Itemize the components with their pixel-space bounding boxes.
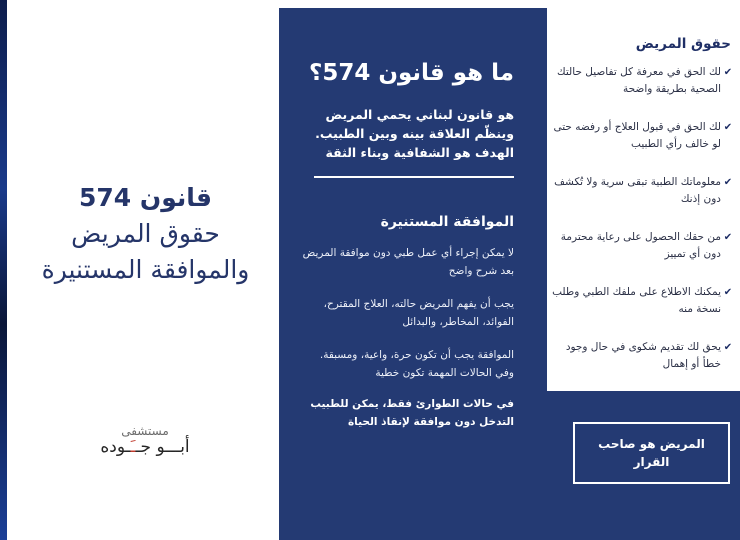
decorative-edge	[0, 0, 7, 540]
cta-section	[547, 391, 740, 540]
cover-title-line-2: حقوق المريض	[71, 219, 220, 248]
cover-title-line-3: والموافقة المستنيرة	[41, 255, 250, 284]
cover-panel	[0, 0, 279, 540]
rights-item-text: لك الحق في قبول العلاج أو رفضه حتى لو خالف رأي الطبيب	[553, 121, 721, 150]
rights-list-item	[549, 119, 735, 153]
logo-bottom-text	[90, 437, 200, 457]
rights-item-text: معلوماتك الطبية تبقى سرية ولا تُكشف دون إذنك	[554, 176, 721, 205]
check-icon: ✔	[723, 122, 733, 133]
cover-title-line-1: قانون 574	[78, 183, 213, 212]
rights-panel	[547, 0, 740, 540]
decision-callout: المريض هو صاحب القرار	[573, 422, 730, 484]
divider	[314, 176, 514, 178]
consent-paragraph: الموافقة يجب أن تكون حرة، واعية، ومسبقة. وفي الحالات المهمة تكون خطية	[319, 349, 514, 379]
rights-item-text: يحق لك تقديم شكوى في حال وجود خطأ أو إهمال	[565, 341, 721, 370]
rights-list-item	[549, 229, 735, 263]
cover-title	[18, 180, 273, 288]
law-panel	[279, 0, 547, 540]
rights-list	[549, 64, 735, 394]
law-title: ما هو قانون 574؟	[308, 60, 514, 86]
hospital-logo	[90, 424, 200, 457]
consent-paragraph: لا يمكن إجراء أي عمل طبي دون موافقة المريض بعد شرح واضح	[302, 247, 514, 277]
rights-item-text: يمكنك الاطلاع على ملفك الطبي وطلب نسخة منه	[552, 286, 721, 315]
logo-part-2: ـوده	[100, 437, 131, 457]
rights-list-item	[549, 174, 735, 208]
check-icon: ✔	[723, 342, 733, 353]
check-icon: ✔	[723, 177, 733, 188]
logo-part-1: أبـــو جـ	[135, 437, 190, 457]
emergency-note: في حالات الطوارئ فقط، يمكن للطبيب التدخل دون موافقة لإنقاذ الحياة	[310, 398, 514, 428]
check-icon: ✔	[723, 67, 733, 78]
rights-list-item	[549, 284, 735, 318]
rights-list-item	[549, 339, 735, 373]
rights-item-text: لك الحق في معرفة كل تفاصيل حالتك الصحية بطريقة واضحة	[557, 66, 721, 95]
logo-accent: ـَ	[130, 437, 136, 457]
law-intro: هو قانون لبناني يحمي المريض وينظّم العلاقة بينه وبين الطبيب. الهدف هو الشفافية وبناء الثقة	[315, 107, 514, 160]
logo-top-text: مستشفى	[121, 424, 169, 438]
rights-item-text: من حقك الحصول على رعاية محترمة دون أي تمييز	[560, 231, 721, 260]
rights-list-item	[549, 64, 735, 98]
check-icon: ✔	[723, 287, 733, 298]
consent-heading: الموافقة المستنيرة	[380, 214, 514, 230]
check-icon: ✔	[723, 232, 733, 243]
consent-paragraph: يجب أن يفهم المريض حالته، العلاج المقترح، الفوائد، المخاطر، والبدائل	[323, 298, 514, 328]
rights-heading: حقوق المريض	[635, 36, 731, 52]
